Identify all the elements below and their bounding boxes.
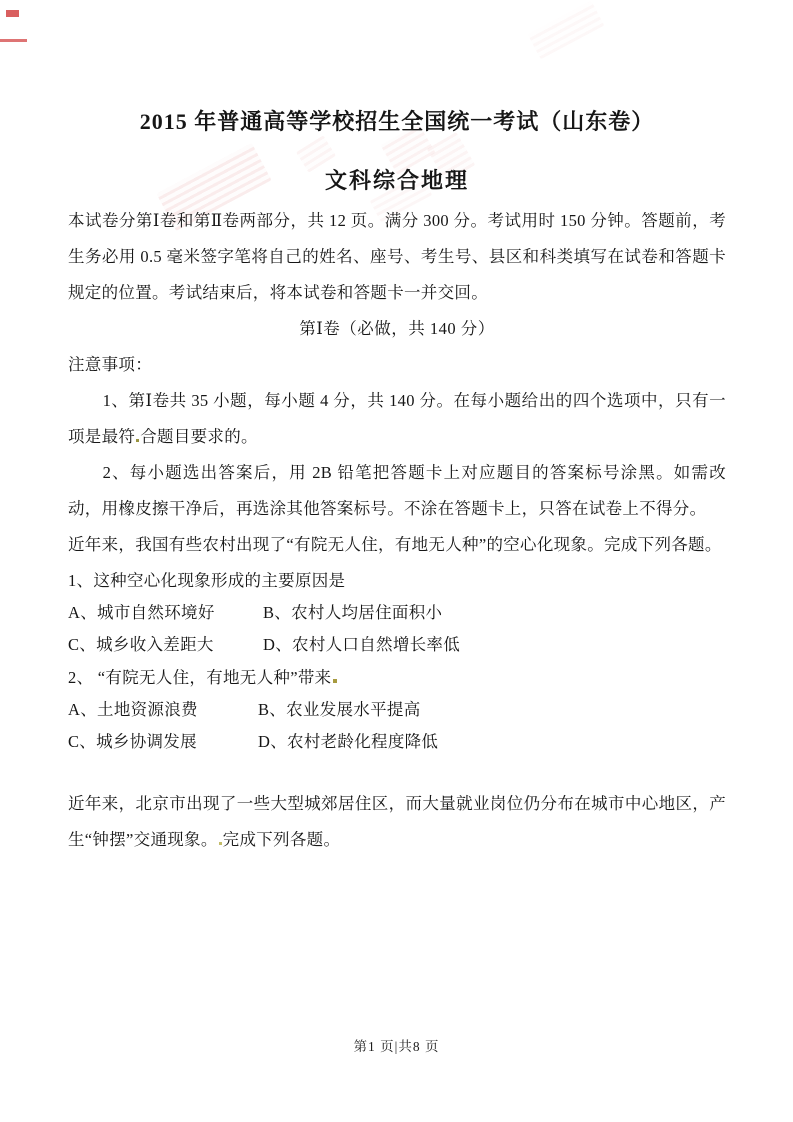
question-1-option-d: D、农村人口自然增长率低 <box>263 634 461 654</box>
question-1-option-c: C、城乡收入差距大 <box>68 634 214 654</box>
section-heading: 第Ⅰ卷（必做，共 140 分） <box>299 319 495 338</box>
document-content <box>0 106 793 858</box>
passage-2 <box>68 786 726 858</box>
page-number-footer: 第1 页|共8 页 <box>353 1039 440 1054</box>
scan-artifact-dot <box>219 842 222 845</box>
question-2-option-b: B、农业发展水平提高 <box>258 700 421 720</box>
question-1 <box>68 564 726 660</box>
notes-item-2: 2、每小题选出答案后，用 2B 铅笔把答题卡上对应题目的答案标号涂黑。如需改动，用橡皮擦干净后，再选涂其他答案标号。不涂在答题卡上，只答在试卷上不得分。 <box>68 463 726 518</box>
scan-artifact-dot <box>136 439 139 442</box>
question-2-stem <box>68 661 726 694</box>
question-2 <box>68 661 726 757</box>
question-1-stem: 1、这种空心化现象形成的主要原因是 <box>68 571 346 590</box>
question-1-option-a: A、城市自然环境好 <box>68 603 215 622</box>
question-2-options-row-2 <box>68 726 726 758</box>
notes-title: 注意事项： <box>68 355 152 374</box>
document-subtitle: 文科综合地理 <box>324 168 469 193</box>
document-title: 2015 年普通高等学校招生全国统一考试（山东卷） <box>139 109 655 134</box>
question-1-option-b: B、农村人均居住面积小 <box>263 603 443 622</box>
question-1-options-row-1 <box>68 597 726 629</box>
question-2-options-row-1 <box>68 694 726 726</box>
red-corner-mark <box>6 10 19 17</box>
question-2-option-c: C、城乡协调发展 <box>68 732 197 752</box>
notes-item-1 <box>68 383 726 455</box>
question-1-options-row-2 <box>68 629 726 661</box>
watermark-stamp <box>528 1 605 60</box>
intro-paragraph: 本试卷分第Ⅰ卷和第Ⅱ卷两部分，共 12 页。满分 300 分。考试用时 150 分钟。答题前，考生务必用 0.5 毫米签字笔将自己的姓名、座号、考生号、县区和科类填写在试卷和答题卡规定的位置。考试结束后，将本试卷和答题卡一并交回。 <box>68 211 726 302</box>
question-2-stem-text: 2、 “有院无人住，有地无人种”带来 <box>68 668 332 688</box>
passage-2-text-a: 近年来，北京市出现了一些大型城郊居住区，而大量就业岗位仍分布在城市中心地区，产生“钟摆”交通现象。 <box>68 793 726 849</box>
notes-item-1-text-a: 1、第Ⅰ卷共 35 小题，每小题 4 分，共 140 分。在每小题给出的四个选项中，只有一项是最符 <box>68 391 726 446</box>
red-corner-mark <box>0 39 27 42</box>
question-2-option-d: D、农村老龄化程度降低 <box>258 732 439 752</box>
notes-item-1-text-b: 合题目要求的。 <box>140 427 258 446</box>
question-2-option-a: A、土地资源浪费 <box>68 700 198 720</box>
scan-artifact-dot <box>333 679 337 683</box>
passage-1: 近年来，我国有些农村出现了“有院无人住，有地无人种”的空心化现象。完成下列各题。 <box>68 535 722 554</box>
passage-2-text-b: 完成下列各题。 <box>222 829 341 849</box>
